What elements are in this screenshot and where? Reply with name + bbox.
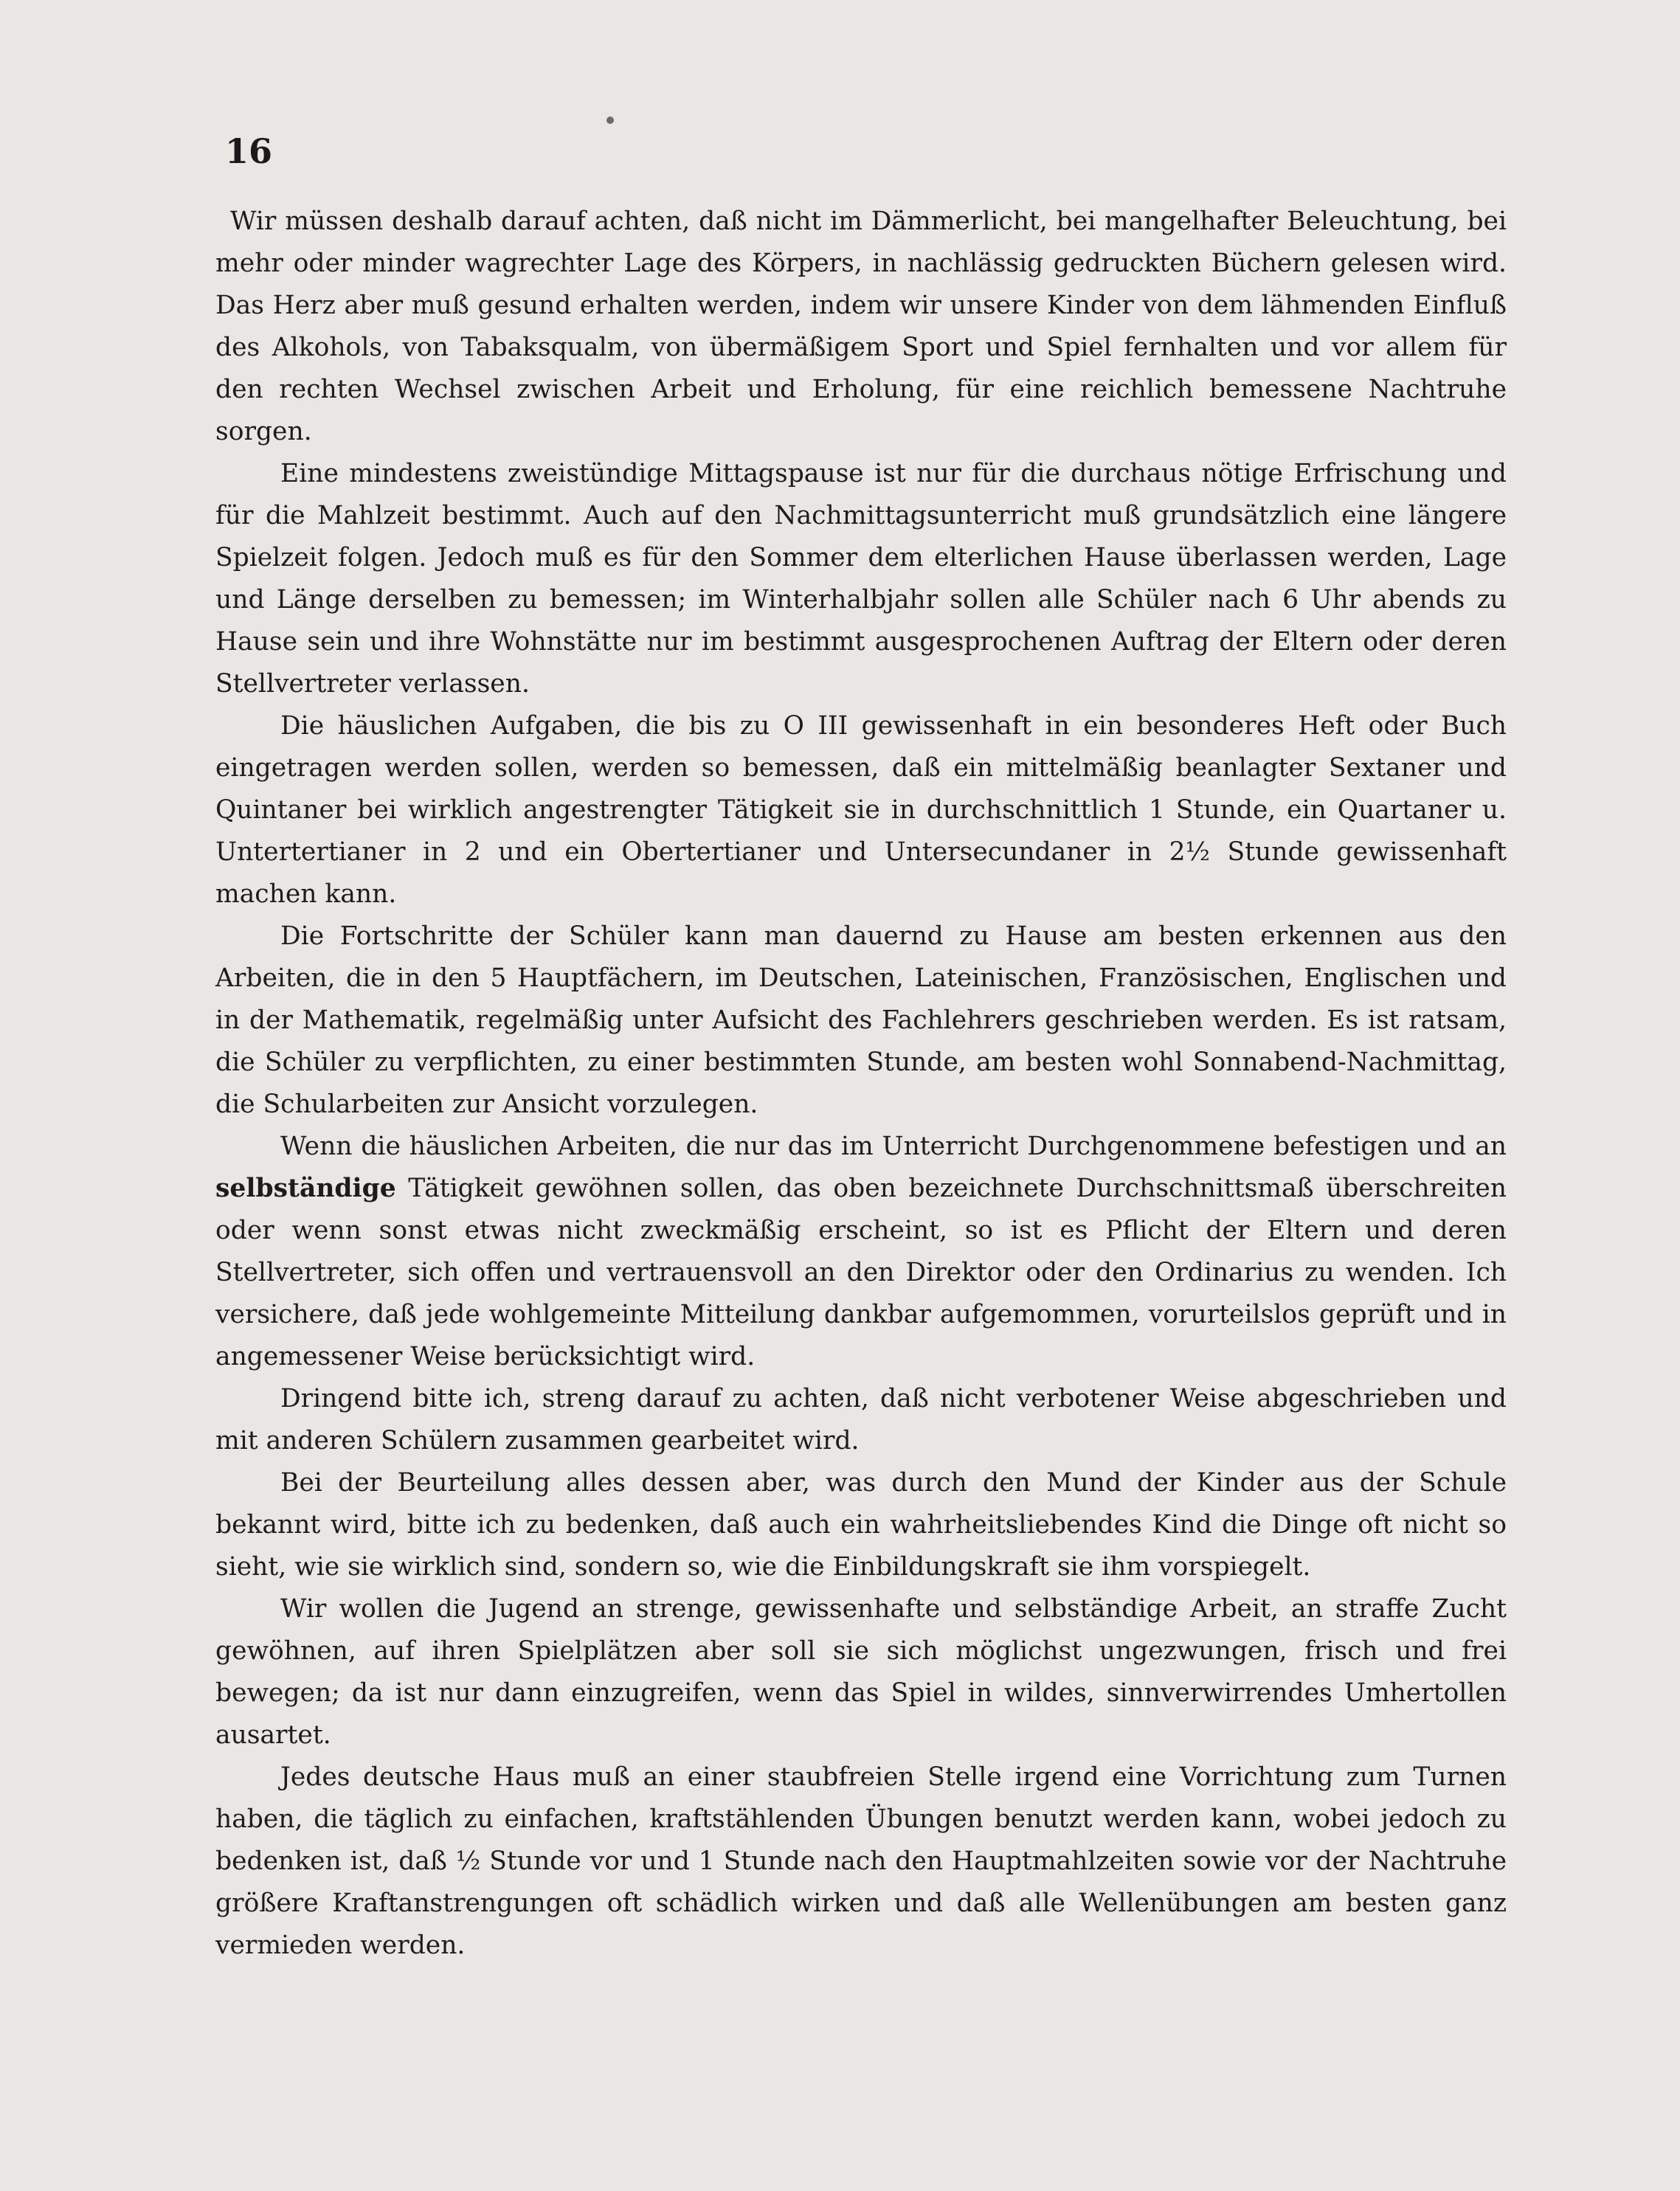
paragraph-5 — [215, 1126, 1507, 1378]
paragraph-4: Die Fortschritte der Schüler kann man dauernd zu Hause am besten erkennen aus den Arbeiten, die in den 5 Hauptfächern, im Deutschen, Lateinischen, Französischen, Englischen und in der Mathematik, regelmäßig unter Aufsicht des Fachlehrers geschrieben werden. Es ist ratsam, die Schüler zu verpflichten, zu einer bestimmten Stunde, am besten wohl Sonnabend-Nachmittag, die Schularbeiten zur Ansicht vorzulegen. — [215, 921, 1507, 1119]
paragraph-5-before: Wenn die häuslichen Arbeiten, die nur das im Unterricht Durchgenommene befestigen und an — [280, 1132, 1507, 1161]
paragraph-2: Eine mindestens zweistündige Mittagspause ist nur für die durchaus nötige Erfrischung und für die Mahlzeit bestimmt. Auch auf den Nachmittagsunterricht muß grundsätzlich eine längere Spielzeit folgen. Jedoch muß es für den Sommer dem elterlichen Hause überlassen werden, Lage und Länge derselben zu bemessen; im Winterhalbjahr sollen alle Schüler nach 6 Uhr abends zu Hause sein und ihre Wohnstätte nur im bestimmt ausgesprochenen Auftrag der Eltern oder deren Stellvertreter verlassen. — [215, 459, 1507, 699]
paragraph-5-after: Tätigkeit gewöhnen sollen, das oben bezeichnete Durchschnittsmaß überschreiten oder wenn sonst etwas nicht zweckmäßig erscheint, so ist es Pflicht der Eltern und deren Stellvertreter, sich offen und vertrauensvoll an den Direktor oder den Ordinarius zu wenden. Ich versichere, daß jede wohlgemeinte Mitteilung dankbar aufgemommen, vorurteilslos geprüft und in angemessener Weise berücksichtigt wird. — [215, 1174, 1507, 1371]
paragraph-8: Wir wollen die Jugend an strenge, gewissenhafte und selbständige Arbeit, an straffe Zucht gewöhnen, auf ihren Spielplätzen aber soll sie sich möglichst ungezwungen, frisch und frei bewegen; da ist nur dann einzugreifen, wenn das Spiel in wildes, sinnverwirrendes Umhertollen ausartet. — [215, 1594, 1507, 1750]
page-number: 16 — [225, 131, 273, 171]
body-text — [215, 201, 1507, 1967]
paragraph-7: Bei der Beurteilung alles dessen aber, was durch den Mund der Kinder aus der Schule bekannt wird, bitte ich zu bedenken, daß auch ein wahrheitsliebendes Kind die Dinge oft nicht so sieht, wie sie wirklich sind, sondern so, wie die Einbildungskraft sie ihm vorspiegelt. — [215, 1468, 1507, 1582]
paragraph-1: Wir müssen deshalb darauf achten, daß nicht im Dämmerlicht, bei mangelhafter Beleuchtung, bei mehr oder minder wagrechter Lage des Körpers, in nachlässig gedruckten Büchern gelesen wird. Das Herz aber muß gesund erhalten werden, indem wir unsere Kinder von dem lähmenden Einfluß des Alkohols, von Tabaksqualm, von übermäßigem Sport und Spiel fernhalten und vor allem für den rechten Wechsel zwischen Arbeit und Erholung, für eine reichlich bemessene Nachtruhe sorgen. — [215, 207, 1507, 446]
paragraph-6: Dringend bitte ich, streng darauf zu achten, daß nicht verbotener Weise abgeschrieben und mit anderen Schülern zusammen gearbeitet wird. — [215, 1384, 1507, 1456]
paragraph-3: Die häuslichen Aufgaben, die bis zu O III gewissenhaft in ein besonderes Heft oder Buch eingetragen werden sollen, werden so bemessen, daß ein mittelmäßig beanlagter Sextaner und Quintaner bei wirklich angestrengter Tätigkeit sie in durchschnittlich 1 Stunde, ein Quartaner u. Untertertianer in 2 und ein Obertertianer und Untersecundaner in 2½ Stunde gewissenhaft machen kann. — [215, 711, 1507, 909]
paragraph-9: Jedes deutsche Haus muß an einer staubfreien Stelle irgend eine Vorrichtung zum Turnen haben, die täglich zu einfachen, kraftstählenden Übungen benutzt werden kann, wobei jedoch zu bedenken ist, daß ½ Stunde vor und 1 Stunde nach den Hauptmahlzeiten sowie vor der Nachtruhe größere Kraftanstrengungen oft schädlich wirken und daß alle Wellenübungen am besten ganz vermieden werden. — [215, 1762, 1507, 1960]
paragraph-5-emphasis: selbständige — [215, 1174, 396, 1203]
scan-dust-speck — [606, 117, 614, 124]
